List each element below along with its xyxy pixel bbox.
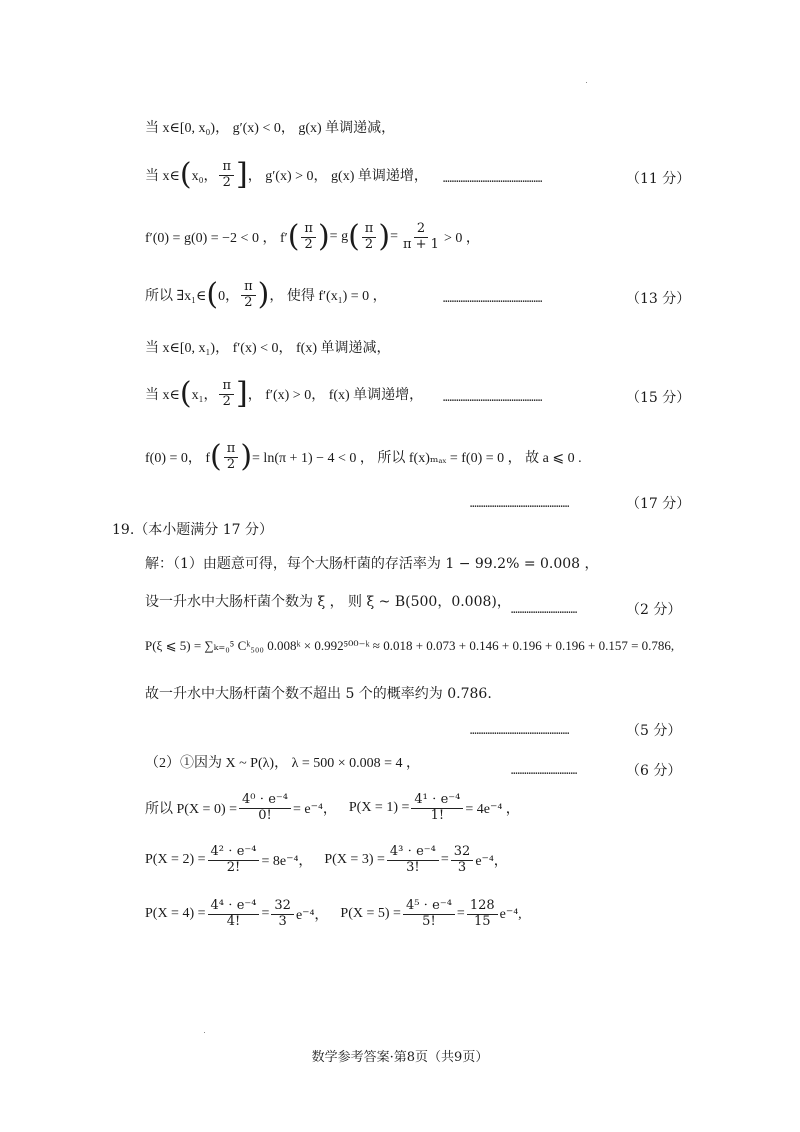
leader-dots: ……………………………………… <box>443 292 543 305</box>
q19-line1: 解：（1）由题意可得，每个大肠杆菌的存活率为 1 − 99.2% = 0.008 ， <box>145 556 599 572</box>
speck-bottom <box>204 1032 205 1033</box>
score-17: （17 分） <box>626 496 691 512</box>
leader-dots: ………………………… <box>511 764 578 777</box>
line-exists-x1: 所以 ∃x₁∈ ( 0， $\frac{\pi}{2}$ ) ， 使得 f′(x₁) = 0 ， <box>145 277 387 313</box>
line-x-in-x0-pi2: 当 x∈ ( x₀， $\frac{\pi}{2}$ ] ， g′(x) > 0， g(x) 单调递增， <box>145 157 428 193</box>
leader-dots: ……………………………………… <box>443 391 543 404</box>
q19-line2: 设一升水中大肠杆菌个数为 ξ ， 则 ξ ~ B(500，0.008)， <box>145 594 511 610</box>
fraction-pi-over-2: $\frac{\pi}{2}$ <box>219 160 234 191</box>
score-15: （15 分） <box>626 390 691 406</box>
line-fprime-0: f′(0) = g(0) = −2 < 0 ， f′ ( $\frac{\pi}{2}$ ) = g ( $\frac{\pi}{2}$ ) = $\frac{2}{\pi + 1}$ > 0 ， <box>145 219 480 255</box>
speck-top <box>586 82 587 83</box>
leader-dots: ………………………… <box>511 603 578 616</box>
q19-line4: 故一升水中大肠杆菌个数不超出 5 个的概率约为 0.786. <box>145 686 492 702</box>
score-6: （6 分） <box>626 763 682 779</box>
score-13: （13 分） <box>626 291 691 307</box>
q19-line3-sum: P(ξ ⩽ 5) = ∑ₖ₌₀⁵ Cᵏ₅₀₀ 0.008ᵏ × 0.992⁵⁰⁰⁻ᵏ ≈ 0.018 + 0.073 + 0.146 + 0.196 + 0.196 + 0.157 = 0.786, <box>145 638 675 653</box>
q19-heading: 19.（本小题满分 17 分） <box>112 522 273 538</box>
line-x-in-x1-pi2: 当 x∈ ( x₁， $\frac{\pi}{2}$ ] ， f′(x) > 0， f(x) 单调递增， <box>145 376 424 412</box>
page-footer: 数学参考答案·第8页（共9页） <box>311 1050 489 1065</box>
score-5: （5 分） <box>626 723 682 739</box>
q19-line5: （2）①因为 X ~ P(λ)， λ = 500 × 0.008 = 4 ， <box>145 756 421 771</box>
score-2: （2 分） <box>626 602 682 618</box>
poisson-row-0-1: 所以 P(X = 0) = $\frac{\text{4⁰ ⋅ e⁻⁴}}{0!}$ = e⁻⁴， P(X = 1) = $\frac{\text{4¹ ⋅ e⁻⁴}}{1!}$ = 4e⁻⁴ ， <box>145 792 520 823</box>
score-11: （11 分） <box>626 171 691 187</box>
leader-dots: ……………………………………… <box>443 172 543 185</box>
poisson-row-2-3: P(X = 2) = $\frac{\text{4² ⋅ e⁻⁴}}{2!}$ = 8e⁻⁴， P(X = 3) = $\frac{\text{4³ ⋅ e⁻⁴}}{3!}$ = $\frac{32}{3}$ e⁻⁴， <box>145 844 508 875</box>
line-f0-conclusion: f(0) = 0， f ( $\frac{\pi}{2}$ ) = ln(π + 1) − 4 < 0 ， 所以 f(x)ₘₐₓ = f(0) = 0 ， 故 a ⩽ 0 . <box>145 439 582 475</box>
poisson-row-4-5: P(X = 4) = $\frac{\text{4⁴ ⋅ e⁻⁴}}{4!}$ = $\frac{32}{3}$ e⁻⁴， P(X = 5) = $\frac{\text{4⁵ ⋅ e⁻⁴}}{5!}$ = $\frac{128}{15}$ e⁻⁴, <box>145 898 522 929</box>
leader-dots: ……………………………………… <box>470 724 570 737</box>
line-x-in-0-x1: 当 x∈[0, x₁)， f′(x) < 0， f(x) 单调递减， <box>145 341 391 356</box>
leader-dots: ……………………………………… <box>470 497 570 510</box>
line-x-in-0-x0: 当 x∈[0, x₀)， g′(x) < 0， g(x) 单调递减， <box>145 121 396 136</box>
